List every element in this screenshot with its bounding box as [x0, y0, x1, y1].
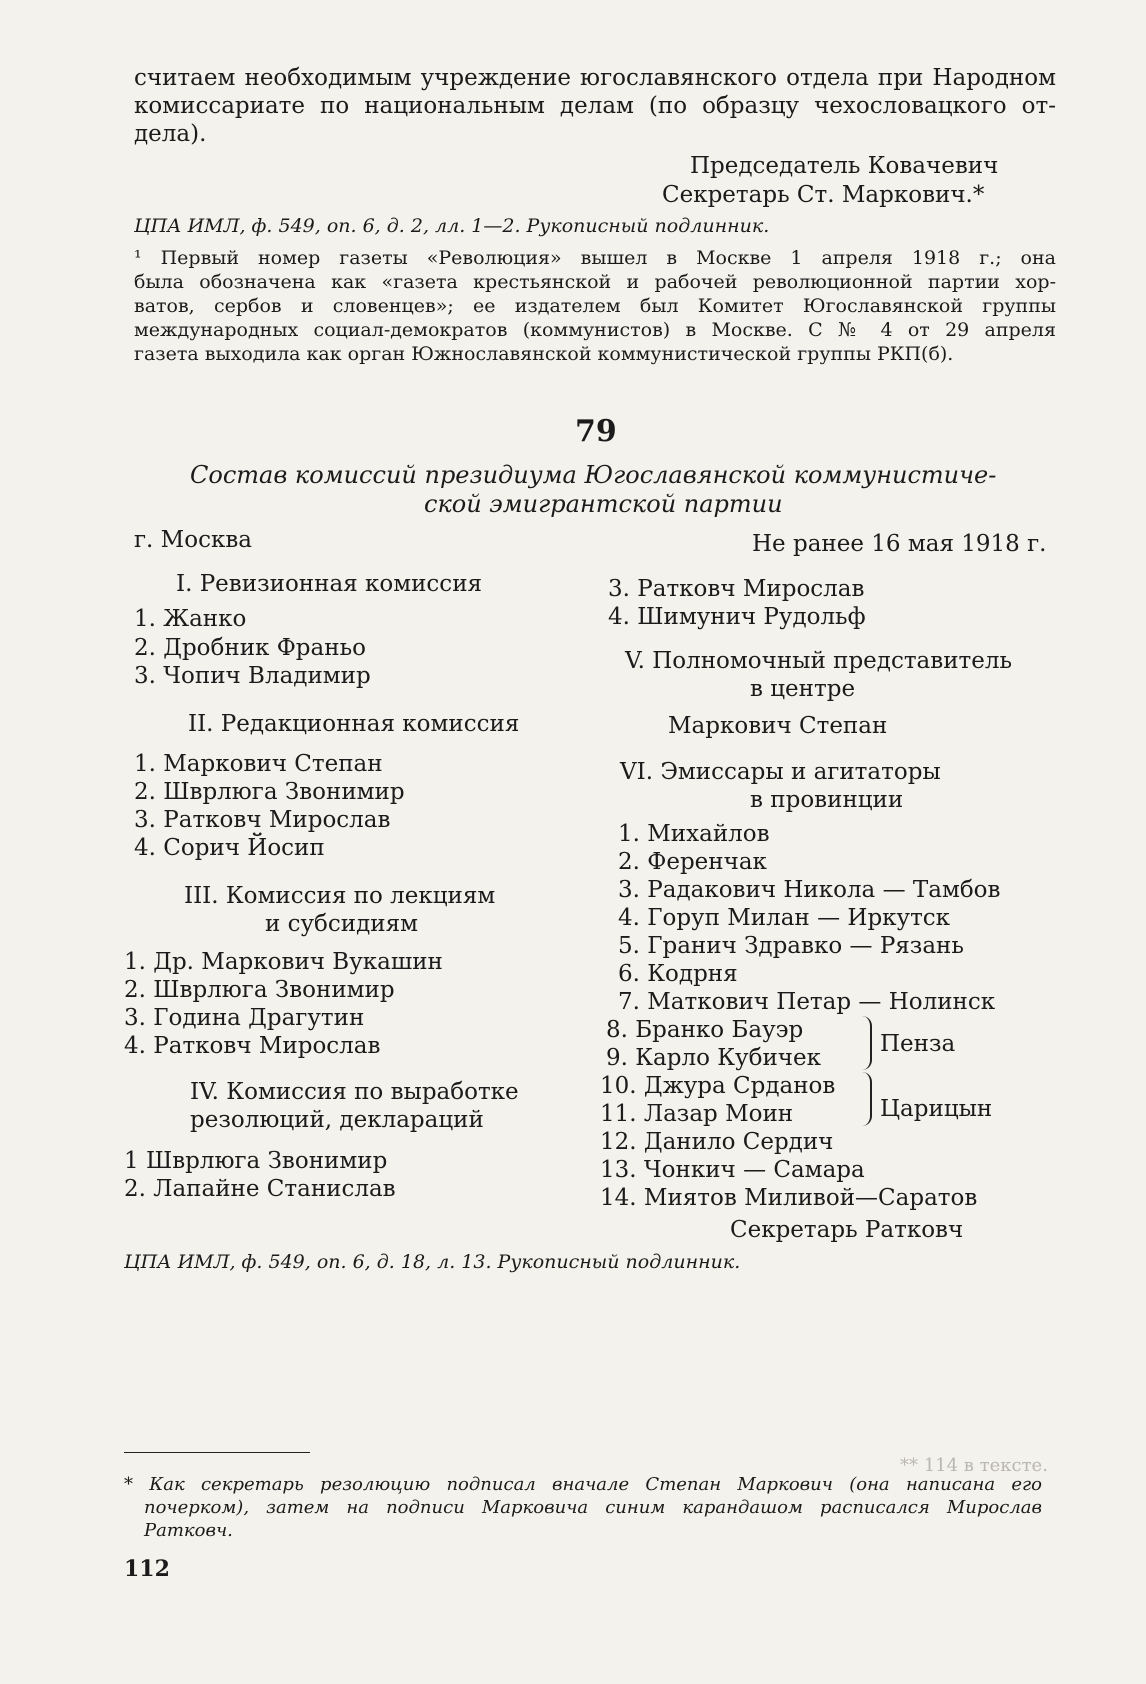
- group-penza: Пенза: [880, 1031, 956, 1057]
- section-2-member-2: 2. Шврлюга Звонимир: [134, 779, 405, 805]
- section-2-heading: II. Редакционная комиссия: [188, 711, 520, 737]
- section-5-heading-line-2: в центре: [750, 676, 856, 702]
- emissary-4: 4. Горуп Милан — Иркутск: [618, 905, 951, 931]
- document-title-line-2: ской эмигрантской партии: [424, 490, 783, 518]
- section-1-member-2: 2. Дробник Франьо: [134, 635, 366, 661]
- emissary-11: 11. Лазар Моин: [600, 1101, 794, 1127]
- intro-note-line-2: была обозначена как «газета крестьянской и рабочей революционной партии хор-: [134, 271, 1056, 293]
- document-date: Не ранее 16 мая 1918 г.: [752, 531, 1047, 557]
- footnote-line-2: почерком), затем на подписи Марковича синим карандашом расписался Мирослав: [144, 1497, 1042, 1518]
- section-3-member-1: 1. Др. Маркович Вукашин: [124, 949, 443, 975]
- section-6-heading-line-1: VI. Эмиссары и агитаторы: [620, 759, 941, 785]
- section-1-member-3: 3. Чопич Владимир: [134, 663, 371, 689]
- section-1-member-3-continued: 3. Ратковч Мирослав: [608, 576, 865, 602]
- intro-note-line-5: газета выходила как орган Южнославянской коммунистической группы РКП(б).: [134, 343, 954, 365]
- emissary-10: 10. Джура Срданов: [600, 1073, 836, 1099]
- emissary-7: 7. Маткович Петар — Нолинск: [618, 989, 996, 1015]
- section-4-heading-line-2: резолюций, деклараций: [190, 1107, 484, 1133]
- emissary-5: 5. Гранич Здравко — Рязань: [618, 933, 964, 959]
- intro-note-line-3: ватов, сербов и словенцев»; ее издателем был Комитет Югославянской группы: [134, 295, 1056, 317]
- emissary-2: 2. Ференчак: [618, 849, 767, 875]
- footnote-line-3: Ратковч.: [144, 1520, 233, 1541]
- emissary-12: 12. Данило Сердич: [600, 1129, 834, 1155]
- document-number: 79: [575, 414, 617, 449]
- footnote-line-1: * Как секретарь резолюцию подписал вначале Степан Маркович (она написана его: [124, 1474, 1042, 1495]
- intro-source: ЦПА ИМЛ, ф. 549, оп. 6, д. 2, лл. 1—2. Рукописный подлинник.: [134, 215, 770, 237]
- emissary-14: 14. Миятов Миливой—Саратов: [600, 1185, 978, 1211]
- emissary-13: 13. Чонкич — Самара: [600, 1157, 865, 1183]
- document-secretary: Секретарь Ратковч: [730, 1217, 964, 1243]
- emissary-9: 9. Карло Кубичек: [606, 1045, 821, 1071]
- intro-note-line-4: международных социал-демократов (коммунистов) в Москве. С № 4 от 29 апреля: [134, 319, 1056, 341]
- section-2-member-4: 4. Сорич Йосип: [134, 835, 325, 861]
- emissary-3: 3. Радакович Никола — Тамбов: [618, 877, 1001, 903]
- section-3-heading-line-2: и субсидиям: [265, 911, 419, 937]
- footnote-rule: [124, 1452, 310, 1453]
- section-3-member-3: 3. Година Драгутин: [124, 1005, 365, 1031]
- document-title-line-1: Состав комиссий президиума Югославянской коммунистиче-: [190, 461, 997, 489]
- section-2-member-1: 1. Маркович Степан: [134, 751, 383, 777]
- intro-line-3: дела).: [134, 121, 207, 147]
- brace-tsaritsyn: [862, 1072, 872, 1126]
- section-1-member-4-continued: 4. Шимунич Рудольф: [608, 604, 866, 630]
- intro-note-line-1: ¹ Первый номер газеты «Революция» вышел в Москве 1 апреля 1918 г.; она: [134, 247, 1056, 269]
- section-1-heading: I. Ревизионная комиссия: [176, 571, 483, 597]
- page-number: 112: [124, 1556, 170, 1582]
- document-place: г. Москва: [134, 527, 252, 553]
- signature-chairman: Председатель Ковачевич: [690, 153, 999, 179]
- intro-line-2: комиссариате по национальным делам (по образцу чехословацкого от-: [134, 93, 1056, 119]
- emissary-6: 6. Кодрня: [618, 961, 738, 987]
- section-4-heading-line-1: IV. Комиссия по выработке: [190, 1079, 519, 1105]
- signature-secretary: Секретарь Ст. Маркович.*: [662, 182, 985, 208]
- emissary-1: 1. Михайлов: [618, 821, 770, 847]
- section-3-member-4: 4. Ратковч Мирослав: [124, 1033, 381, 1059]
- section-4-member-1: 1 Шврлюга Звонимир: [124, 1148, 388, 1174]
- emissary-8: 8. Бранко Бауэр: [606, 1017, 804, 1043]
- section-5-member: Маркович Степан: [668, 713, 888, 739]
- brace-penza: [862, 1016, 872, 1070]
- section-3-heading-line-1: III. Комиссия по лекциям: [184, 883, 496, 909]
- section-2-member-3: 3. Ратковч Мирослав: [134, 807, 391, 833]
- section-4-member-2: 2. Лапайне Станислав: [124, 1176, 396, 1202]
- section-3-member-2: 2. Шврлюга Звонимир: [124, 977, 395, 1003]
- section-5-heading-line-1: V. Полномочный представитель: [625, 648, 1013, 674]
- section-6-heading-line-2: в провинции: [750, 787, 904, 813]
- bleed-through-text: ** 114 в тексте.: [900, 1455, 1048, 1476]
- group-tsaritsyn: Царицын: [880, 1096, 993, 1122]
- intro-line-1: считаем необходимым учреждение югославянского отдела при Народном: [134, 65, 1056, 91]
- document-source: ЦПА ИМЛ, ф. 549, оп. 6, д. 18, л. 13. Рукописный подлинник.: [124, 1251, 741, 1273]
- section-1-member-1: 1. Жанко: [134, 606, 247, 632]
